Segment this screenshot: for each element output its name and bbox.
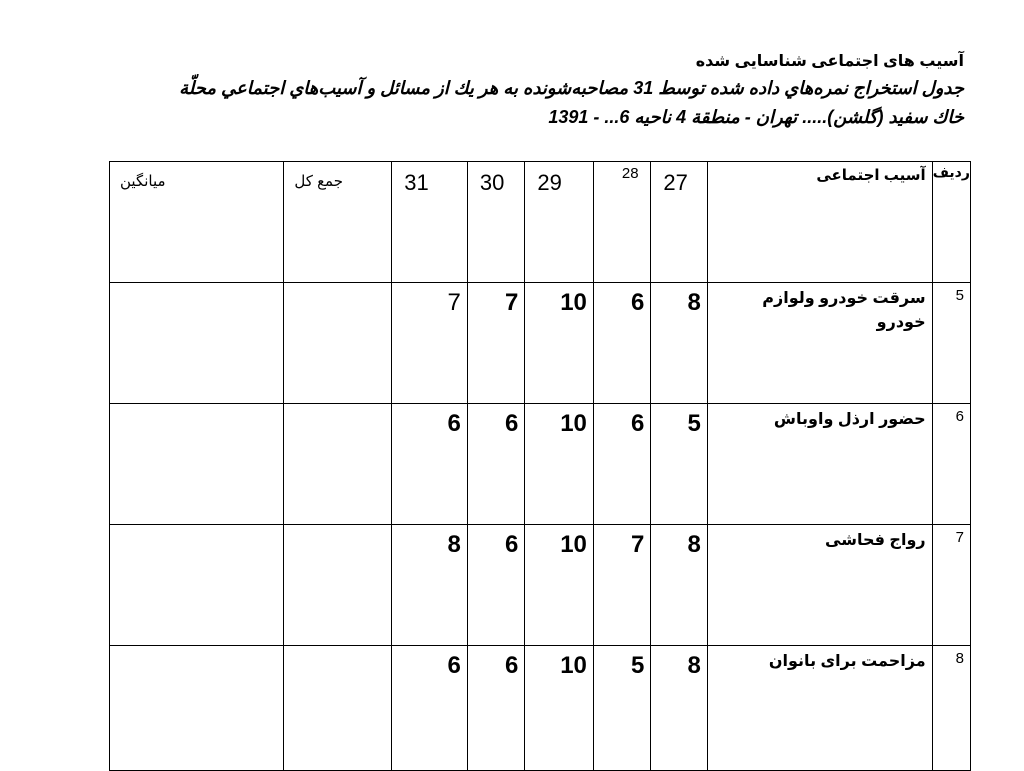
- scores-table: [109, 161, 971, 771]
- harm-cell: [707, 404, 932, 525]
- score-28: 7: [630, 531, 645, 558]
- score-30-cell: [467, 404, 524, 525]
- table-row: [110, 525, 971, 646]
- row-no-cell: [932, 283, 970, 404]
- score-29: 10: [560, 531, 587, 558]
- document-heading: [64, 50, 964, 132]
- total-cell: [284, 404, 392, 525]
- harm-cell: [707, 525, 932, 646]
- score-30-cell: [467, 283, 524, 404]
- score-30-cell: [467, 646, 524, 771]
- score-31: 7: [447, 289, 461, 316]
- row-number: 6: [955, 408, 964, 425]
- harm-cell: [707, 646, 932, 771]
- header-31: 31: [404, 170, 429, 195]
- header-harm-cell: [707, 162, 932, 283]
- harm-label: مزاحمت برای بانوان: [768, 653, 926, 670]
- harm-cell: [707, 283, 932, 404]
- score-29-cell: [525, 283, 594, 404]
- score-29: 10: [560, 289, 587, 316]
- score-28-cell: [593, 404, 650, 525]
- header-27: 27: [663, 170, 688, 195]
- score-31-cell: [392, 525, 468, 646]
- score-28: 5: [630, 652, 645, 679]
- header-row-no-cell: [932, 162, 970, 283]
- total-cell: [284, 525, 392, 646]
- score-29: 10: [560, 410, 587, 437]
- score-31-cell: [392, 283, 468, 404]
- header-28: 28: [621, 165, 639, 182]
- table-row: [110, 283, 971, 404]
- score-27-cell: [651, 283, 707, 404]
- score-30: 6: [504, 410, 519, 437]
- table-row: [110, 646, 971, 771]
- row-no-cell: [932, 404, 970, 525]
- average-cell: [110, 404, 284, 525]
- row-no-cell: [932, 525, 970, 646]
- table-header-row: [110, 162, 971, 283]
- score-28: 6: [630, 410, 645, 437]
- score-27-cell: [651, 525, 707, 646]
- score-27-cell: [651, 646, 707, 771]
- score-27: 5: [687, 410, 701, 437]
- header-total: جمع کل: [294, 173, 344, 190]
- score-30-cell: [467, 525, 524, 646]
- header-27-cell: [651, 162, 707, 283]
- table-row: [110, 404, 971, 525]
- average-cell: [110, 283, 284, 404]
- score-30: 6: [504, 531, 519, 558]
- score-31: 8: [447, 531, 461, 558]
- score-27: 8: [687, 652, 701, 679]
- header-29: 29: [537, 170, 562, 195]
- header-row-no: ردیف: [932, 164, 970, 180]
- average-cell: [110, 646, 284, 771]
- score-29-cell: [525, 646, 594, 771]
- score-27: 8: [687, 289, 701, 316]
- score-31: 6: [447, 652, 461, 679]
- header-average: میانگین: [120, 173, 166, 190]
- harm-label: رواج فحاشی: [825, 532, 926, 549]
- score-27-cell: [651, 404, 707, 525]
- score-28-cell: [593, 646, 650, 771]
- score-30: 7: [504, 289, 519, 316]
- header-total-cell: [284, 162, 392, 283]
- total-cell: [284, 283, 392, 404]
- total-cell: [284, 646, 392, 771]
- row-no-cell: [932, 646, 970, 771]
- row-number: 7: [955, 529, 964, 546]
- heading-subtitle-line2: خاك سفيد (گلشن)..... تهران - منطقة 4 ناحيه 6... - 1391: [548, 107, 964, 127]
- header-29-cell: [525, 162, 594, 283]
- header-average-cell: [110, 162, 284, 283]
- heading-subtitle-line1: جدول استخراج نمره‌هاي داده شده توسط 31 مصاحبه‌شونده به هر يك از مسائل و آسيب‌هاي اجتماعي محلّة: [179, 78, 964, 98]
- score-28-cell: [593, 525, 650, 646]
- row-number: 8: [955, 650, 964, 667]
- score-31-cell: [392, 404, 468, 525]
- header-31-cell: [392, 162, 468, 283]
- harm-label: حضور ارذل واوباش: [773, 411, 926, 428]
- score-28-cell: [593, 283, 650, 404]
- average-cell: [110, 525, 284, 646]
- header-30: 30: [479, 170, 505, 195]
- score-28: 6: [630, 289, 645, 316]
- score-29-cell: [525, 404, 594, 525]
- score-31: 6: [447, 410, 461, 437]
- harm-label: سرقت خودرو ولوازم خودرو: [762, 290, 926, 331]
- score-27: 8: [687, 531, 701, 558]
- heading-title: آسیب های اجتماعی شناسایی شده: [695, 53, 964, 70]
- score-30: 6: [504, 652, 519, 679]
- header-30-cell: [467, 162, 524, 283]
- score-29: 10: [560, 652, 587, 679]
- score-31-cell: [392, 646, 468, 771]
- score-29-cell: [525, 525, 594, 646]
- header-28-cell: [593, 162, 650, 283]
- row-number: 5: [955, 287, 964, 304]
- header-harm: آسیب اجتماعی: [816, 167, 926, 184]
